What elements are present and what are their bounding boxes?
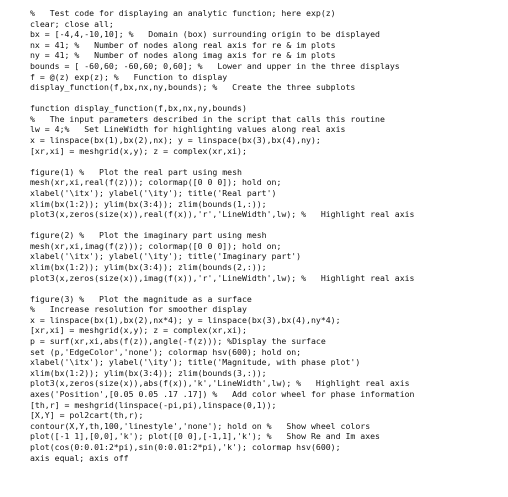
code-line: axes('Position',[0.05 0.05 .17 .17]) % Add color wheel for phase information <box>30 389 415 399</box>
code-line: plot3(x,zeros(size(x)),abs(f(x)),'k','LineWidth',lw); % Highlight real axis <box>30 378 410 389</box>
code-line: display_function(f,bx,nx,ny,bounds); % Create the three subplots <box>30 82 356 93</box>
code-line: f = @(z) exp(z); % Function to display <box>30 71 228 82</box>
code-line: plot(cos(0:0.01:2*pi),sin(0:0.01:2*pi),'k'); colormap hsv(600); <box>30 441 341 452</box>
code-line: bounds = [ -60,60; -60,60; 0,60]; % Lower and upper in the three displays <box>30 60 400 71</box>
code-line: plot([-1 1],[0,0],'k'); plot([0 0],[-1,1],'k'); % Show Re and Im axes <box>30 431 380 442</box>
code-line: x = linspace(bx(1),bx(2),nx*4); y = linspace(bx(3),bx(4),ny*4); <box>30 314 341 325</box>
code-line: [th,r] = meshgrid(linspace(-pi,pi),linspace(0,1)); <box>30 399 277 410</box>
code-line: mesh(xr,xi,real(f(z))); colormap([0 0 0]); hold on; <box>30 177 282 188</box>
code-line: function display_function(f,bx,nx,ny,bounds) <box>30 103 247 114</box>
script-block <box>30 8 508 93</box>
code-line: plot3(x,zeros(size(x)),imag(f(x)),'r','LineWidth',lw); % Highlight real axis <box>30 272 415 283</box>
code-line: xlim(bx(1:2)); ylim(bx(3:4)); zlim(bounds(2,:)); <box>30 261 267 272</box>
code-line: nx = 41; % Number of nodes along real axis for re & im plots <box>30 39 336 50</box>
code-line: ny = 41; % Number of nodes along imag axis for re & im plots <box>30 50 336 61</box>
code-line: p = surf(xr,xi,abs(f(z)),angle(-f(z))); %Display the surface <box>30 336 326 347</box>
code-line: lw = 4;% Set LineWidth for highlighting values along real axis <box>30 124 346 135</box>
code-line: plot3(x,zeros(size(x)),real(f(x)),'r','LineWidth',lw); % Highlight real axis <box>30 209 415 220</box>
figure-2-block <box>30 230 508 283</box>
code-line: % Increase resolution for smoother display <box>30 304 247 315</box>
code-line: xlim(bx(1:2)); ylim(bx(3:4)); zlim(bounds(1,:)); <box>30 198 267 209</box>
code-line: xlabel('\itx'); ylabel('\ity'); title('Magnitude, with phase plot') <box>30 357 361 368</box>
code-line: contour(X,Y,th,100,'linestyle','none'); hold on % Show wheel colors <box>30 420 371 431</box>
code-line: figure(1) % Plot the real part using mesh <box>30 166 242 177</box>
code-line: set (p,'EdgeColor','none'); colormap hsv(600); hold on; <box>30 346 302 357</box>
code-line: mesh(xr,xi,imag(f(z))); colormap([0 0 0]); hold on; <box>30 240 282 251</box>
code-line: % The input parameters described in the script that calls this routine <box>30 113 385 124</box>
code-line: xlabel('\itx'); ylabel('\ity'); title('Imaginary part') <box>30 251 302 262</box>
code-line: xlabel('\itx'); ylabel('\ity'); title('Real part') <box>30 187 277 198</box>
code-line: [xr,xi] = meshgrid(x,y); z = complex(xr,xi); <box>30 325 247 336</box>
code-line: clear; close all; <box>30 18 114 29</box>
figure-1-block <box>30 167 508 220</box>
code-line: % Test code for displaying an analytic function; here exp(z) <box>30 8 336 18</box>
code-line: figure(2) % Plot the imaginary part using mesh <box>30 230 267 241</box>
code-line: [xr,xi] = meshgrid(x,y); z = complex(xr,xi); <box>30 145 247 156</box>
code-line: [X,Y] = pol2cart(th,r); <box>30 410 144 421</box>
code-line: bx = [-4,4,-10,10]; % Domain (box) surrounding origin to be displayed <box>30 29 380 40</box>
code-line: figure(3) % Plot the magnitude as a surface <box>30 293 252 304</box>
code-line: axis equal; axis off <box>30 452 129 463</box>
code-line: xlim(bx(1:2)); ylim(bx(3:4)); zlim(bounds(3,:)); <box>30 367 267 378</box>
code-line: x = linspace(bx(1),bx(2),nx); y = linspace(bx(3),bx(4),ny); <box>30 135 321 146</box>
function-header-block <box>30 103 508 156</box>
figure-3-block <box>30 294 508 464</box>
